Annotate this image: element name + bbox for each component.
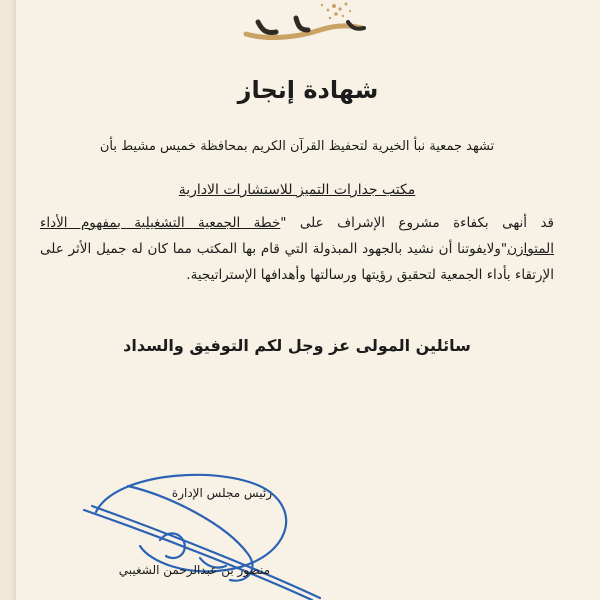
certificate-title: شهادة إنجاز <box>237 76 379 104</box>
certificate-body <box>40 210 554 288</box>
recipient-name: مكتب جدارات التميز للاستشارات الادارية <box>178 182 416 198</box>
signatory-title: رئيس مجلس الإدارة <box>171 486 272 500</box>
project-name: خطة الجمعية التشغيلية بمفهوم الأداء المتوازن <box>40 215 554 257</box>
signatory-name: منصور بن عبدالرحمن الشغيبي <box>118 563 270 577</box>
association-logo <box>236 0 376 46</box>
body-text-part2: "ولايفوتنا أن نشيد بالجهود المبذولة التي قام بها المكتب مما كان له جميل الأثر على الإرتقاء بأداء الجمعية لتحقيق رؤيتها ورسالتها وأهدافها الإستراتيجية. <box>40 241 554 283</box>
handwritten-signature <box>0 462 600 600</box>
intro-text: تشهد جمعية نبأ الخيرية لتحفيظ القرآن الكريم بمحافظة خميس مشيط بأن <box>99 139 495 154</box>
body-text-part1: قد أنهى بكفاءة مشروع الإشراف على " <box>280 215 554 231</box>
closing-text: سائلين المولى عز وجل لكم التوفيق والسداد <box>123 336 471 355</box>
